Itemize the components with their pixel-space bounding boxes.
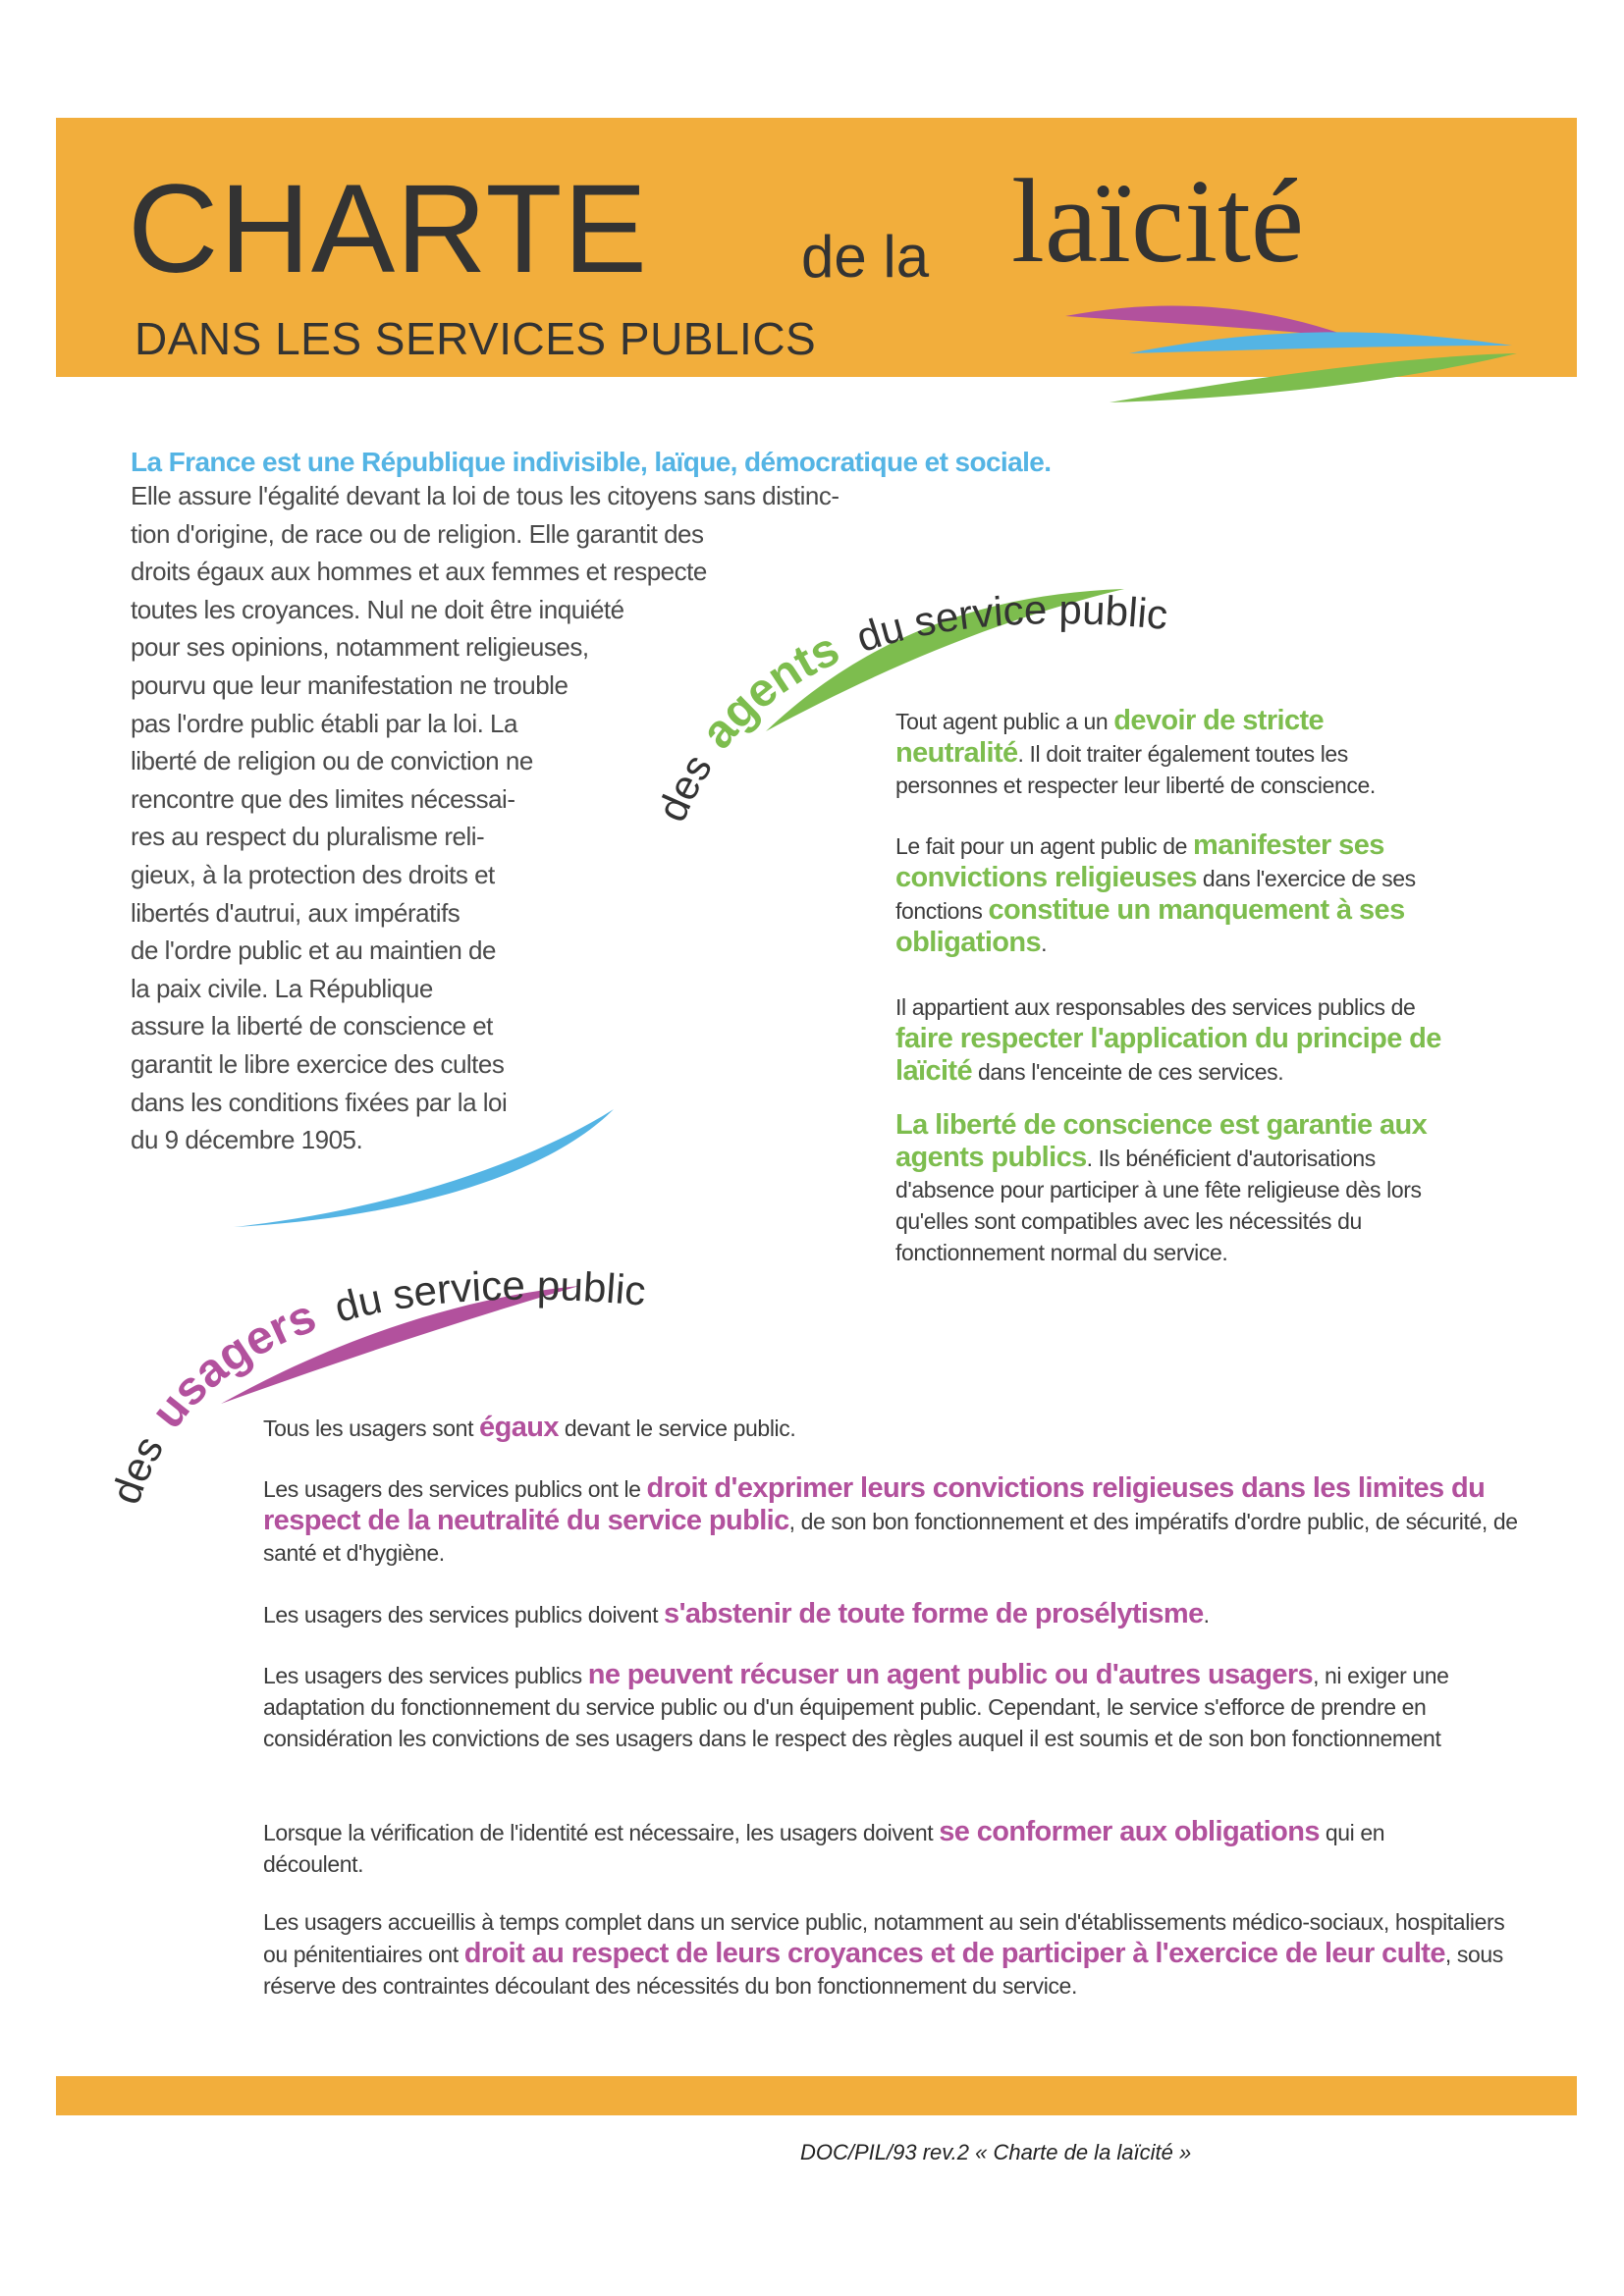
title-laicite: laïcité	[1011, 155, 1305, 288]
agents-paragraph-3: Il appartient aux responsables des services publics de faire respecter l'application du principe de laïcité dans l'enceinte de ces services.	[895, 994, 1441, 1087]
intro-line: du 9 décembre 1905.	[131, 1125, 363, 1155]
agents-paragraph-1: Tout agent public a un devoir de stricte neutralité. Il doit traiter également toutes les personnes et respecter leur liberté de conscience.	[895, 705, 1376, 798]
usagers-heading-des: des	[102, 1427, 173, 1510]
intro-line: de l'ordre public et au maintien de	[131, 935, 496, 966]
agents-heading-key: agents	[691, 622, 847, 759]
intro-line: res au respect du pluralisme reli-	[131, 822, 485, 852]
intro-line: droits égaux aux hommes et aux femmes et respecte	[131, 557, 707, 587]
intro-line: rencontre que des limites nécessai-	[131, 783, 515, 814]
intro-line: la paix civile. La République	[131, 973, 433, 1003]
intro-line: assure la liberté de conscience et	[131, 1011, 493, 1041]
intro-line: garantit le libre exercice des cultes	[131, 1049, 505, 1079]
intro-line: tion d'origine, de race ou de religion. Elle garantit des	[131, 518, 704, 549]
usagers-paragraph-1: Tous les usagers sont égaux devant le service public.	[263, 1412, 796, 1443]
agents-heading	[628, 530, 1296, 854]
intro-line: Elle assure l'égalité devant la loi de tous les citoyens sans distinc-	[131, 481, 839, 510]
header-swoosh-green	[1110, 353, 1517, 402]
title-de-la: de la	[801, 224, 930, 290]
usagers-paragraph-4: Les usagers des services publics ne peuvent récuser un agent public ou d'autres usagers, ni exiger une adaptation du fonctionnement du service public ou d'un équipement public. Cependant, le service s'efforce de prendre en considération les convictions de ses usagers dans le respect des règles auquel il est soumis et de son bon fonctionnement	[263, 1659, 1449, 1751]
intro-line: liberté de religion ou de conviction ne	[131, 746, 533, 776]
usagers-paragraph-3: Les usagers des services publics doivent s'abstenir de toute forme de prosélytisme.	[263, 1598, 1210, 1629]
intro-line: pour ses opinions, notamment religieuses,	[131, 632, 589, 663]
intro-line: gieux, à la protection des droits et	[131, 860, 495, 889]
title-charte: CHARTE	[128, 159, 648, 299]
intro-line: toutes les croyances. Nul ne doit être inquiété	[131, 594, 624, 624]
intro-lead: La France est une République indivisible, laïque, démocratique et sociale.	[131, 447, 1052, 477]
agents-paragraph-2: Le fait pour un agent public de manifester ses convictions religieuses dans l'exercice de ses fonctions constitue un manquement à ses obligations.	[895, 829, 1416, 958]
usagers-heading-key: usagers	[141, 1290, 323, 1439]
intro-line: pas l'ordre public établi par la loi. La	[131, 708, 517, 738]
intro-line: dans les conditions fixées par la loi	[131, 1087, 508, 1117]
header-swoosh-blue	[1129, 332, 1512, 353]
title-subtitle: DANS LES SERVICES PUBLICS	[135, 313, 817, 364]
intro-line: libertés d'autrui, aux impératifs	[131, 897, 460, 928]
footer-bar	[56, 2076, 1577, 2115]
agents-heading-des: des	[648, 745, 721, 828]
agents-paragraph-4: La liberté de conscience est garantie aux agents publics. Ils bénéficient d'autorisations d'absence pour participer à une fête religieuse dès lors qu'elles sont compatibles avec les nécessités du fonctionnement normal du service.	[895, 1109, 1428, 1265]
usagers-paragraph-5: Lorsque la vérification de l'identité est nécessaire, les usagers doivent se conformer aux obligations qui en découlent.	[263, 1816, 1385, 1877]
usagers-heading-rest: du service public	[329, 1261, 648, 1331]
intro-line: pourvu que leur manifestation ne trouble	[131, 670, 568, 700]
usagers-paragraph-2: Les usagers des services publics ont le droit d'exprimer leurs convictions religieuses dans les limites du respect de la neutralité du service public, de son bon fonctionnement et des impératifs d'ordre public, de sécurité, de santé et d'hygiène.	[263, 1472, 1518, 1566]
document-reference: DOC/PIL/93 rev.2 « Charte de la laïcité »	[800, 2140, 1192, 2164]
agents-heading-rest: du service public	[850, 586, 1170, 662]
usagers-paragraph-6: Les usagers accueillis à temps complet dans un service public, notamment au sein d'établissements médico-sociaux, hospitaliers ou pénitentiaires ont droit au respect de leurs croyances et de participer à l'exercice de leur culte, sous réserve des contraintes découlant des nécessités du bon fonctionnement du service.	[263, 1909, 1505, 1999]
